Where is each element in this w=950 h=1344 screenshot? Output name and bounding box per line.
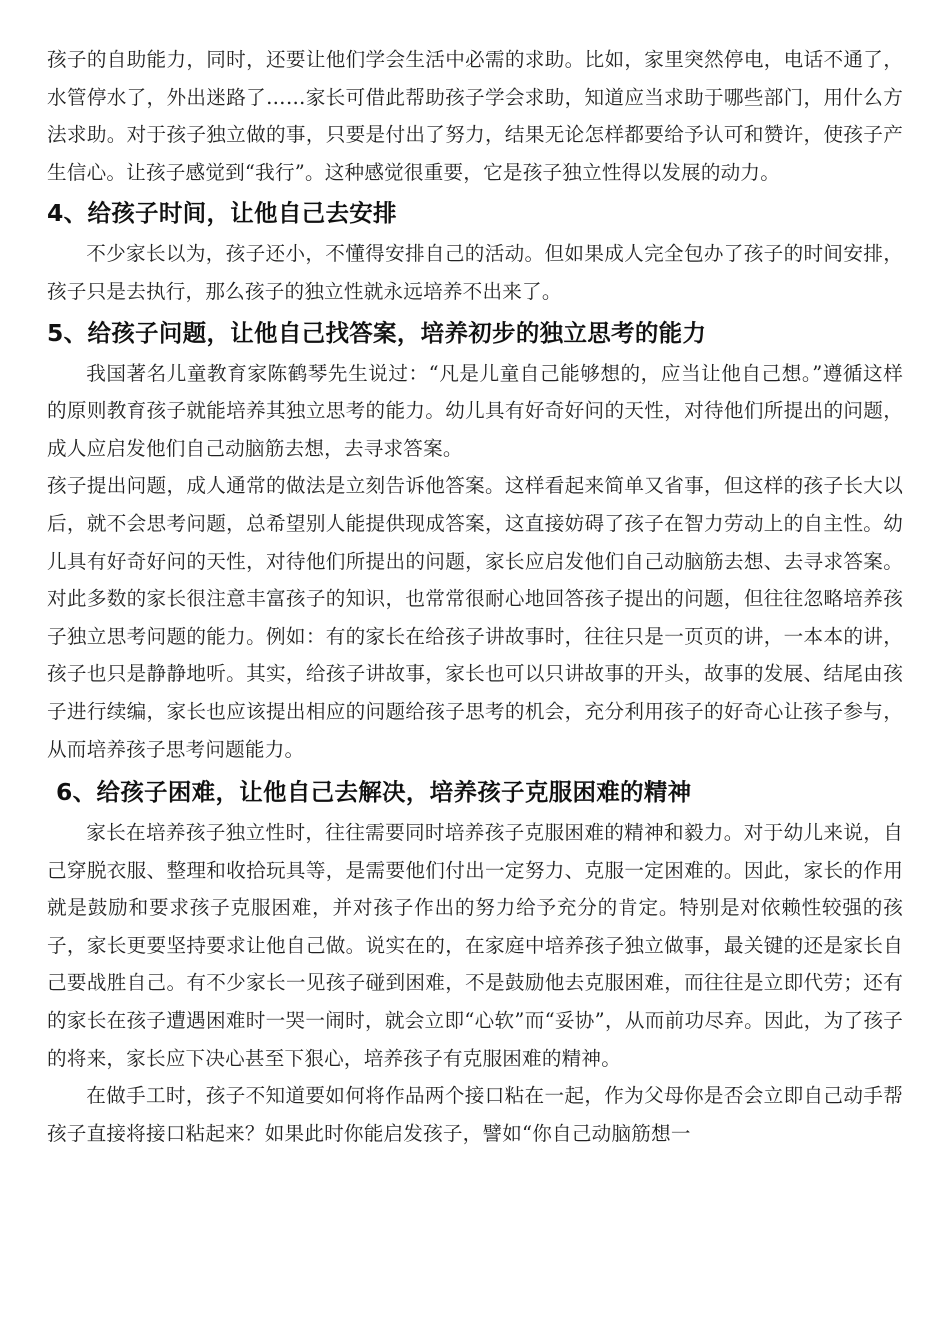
paragraph-section-5b: 孩子提出问题，成人通常的做法是立刻告诉他答案。这样看起来简单又省事，但这样的孩子长大以后，就不会思考问题，总希望别人能提供现成答案，这直接妨碍了孩子在智力劳动上的自主性。幼儿具有好奇好问的天性，对待他们所提出的问题，家长应启发他们自己动脑筋去想、去寻求答案。对此多数的家长很注意丰富孩子的知识，也常常很耐心地回答孩子提出的问题，但往往忽略培养孩子独立思考问题的能力。例如：有的家长在给孩子讲故事时，往往只是一页页的讲，一本本的讲，孩子也只是静静地听。其实，给孩子讲故事，家长也可以只讲故事的开头，故事的发展、结尾由孩子进行续编，家长也应该提出相应的问题给孩子思考的机会，充分利用孩子的好奇心让孩子参与，从而培养孩子思考问题能力。: [47, 474, 903, 761]
section-heading-5: 5、给孩子问题，让他自己找答案，培养初步的独立思考的能力: [47, 318, 707, 347]
paragraph-section-6b: 在做手工时，孩子不知道要如何将作品两个接口粘在一起，作为父母你是否会立即自己动手帮孩子直接将接口粘起来？如果此时你能启发孩子，譬如“你自己动脑筋想一: [47, 1084, 903, 1145]
document-page: [47, 41, 903, 1152]
section-heading-6: 6、给孩子困难，让他自己去解决，培养孩子克服困难的精神: [56, 778, 692, 807]
section-heading-4: 4、给孩子时间，让他自己去安排: [47, 199, 397, 228]
paragraph-intro: 孩子的自助能力，同时，还要让他们学会生活中必需的求助。比如，家里突然停电，电话不通了，水管停水了，外出迷路了……家长可借此帮助孩子学会求助，知道应当求助于哪些部门，用什么方法求助。对于孩子独立做的事，只要是付出了努力，结果无论怎样都要给予认可和赞许，使孩子产生信心。让孩子感觉到“我行”。这种感觉很重要，它是孩子独立性得以发展的动力。: [47, 48, 903, 184]
paragraph-section-6a: 家长在培养孩子独立性时，往往需要同时培养孩子克服困难的精神和毅力。对于幼儿来说，自己穿脱衣服、整理和收拾玩具等，是需要他们付出一定努力、克服一定困难的。因此，家长的作用就是鼓励和要求孩子克服困难，并对孩子作出的努力给予充分的肯定。特别是对依赖性较强的孩子，家长更要坚持要求让他自己做。说实在的，在家庭中培养孩子独立做事，最关键的还是家长自己要战胜自己。有不少家长一见孩子碰到困难，不是鼓励他去克服困难，而往往是立即代劳；还有的家长在孩子遭遇困难时一哭一闹时，就会立即“心软”而“妥协”，从而前功尽弃。因此，为了孩子的将来，家长应下决心甚至下狠心，培养孩子有克服困难的精神。: [47, 821, 903, 1070]
paragraph-section-4: 不少家长以为，孩子还小，不懂得安排自己的活动。但如果成人完全包办了孩子的时间安排，孩子只是去执行，那么孩子的独立性就永远培养不出来了。: [47, 242, 903, 303]
paragraph-section-5a: 我国著名儿童教育家陈鹤琴先生说过：“凡是儿童自己能够想的，应当让他自己想。”遵循这样的原则教育孩子就能培养其独立思考的能力。幼儿具有好奇好问的天性，对待他们所提出的问题，成人应启发他们自己动脑筋去想，去寻求答案。: [47, 361, 903, 460]
